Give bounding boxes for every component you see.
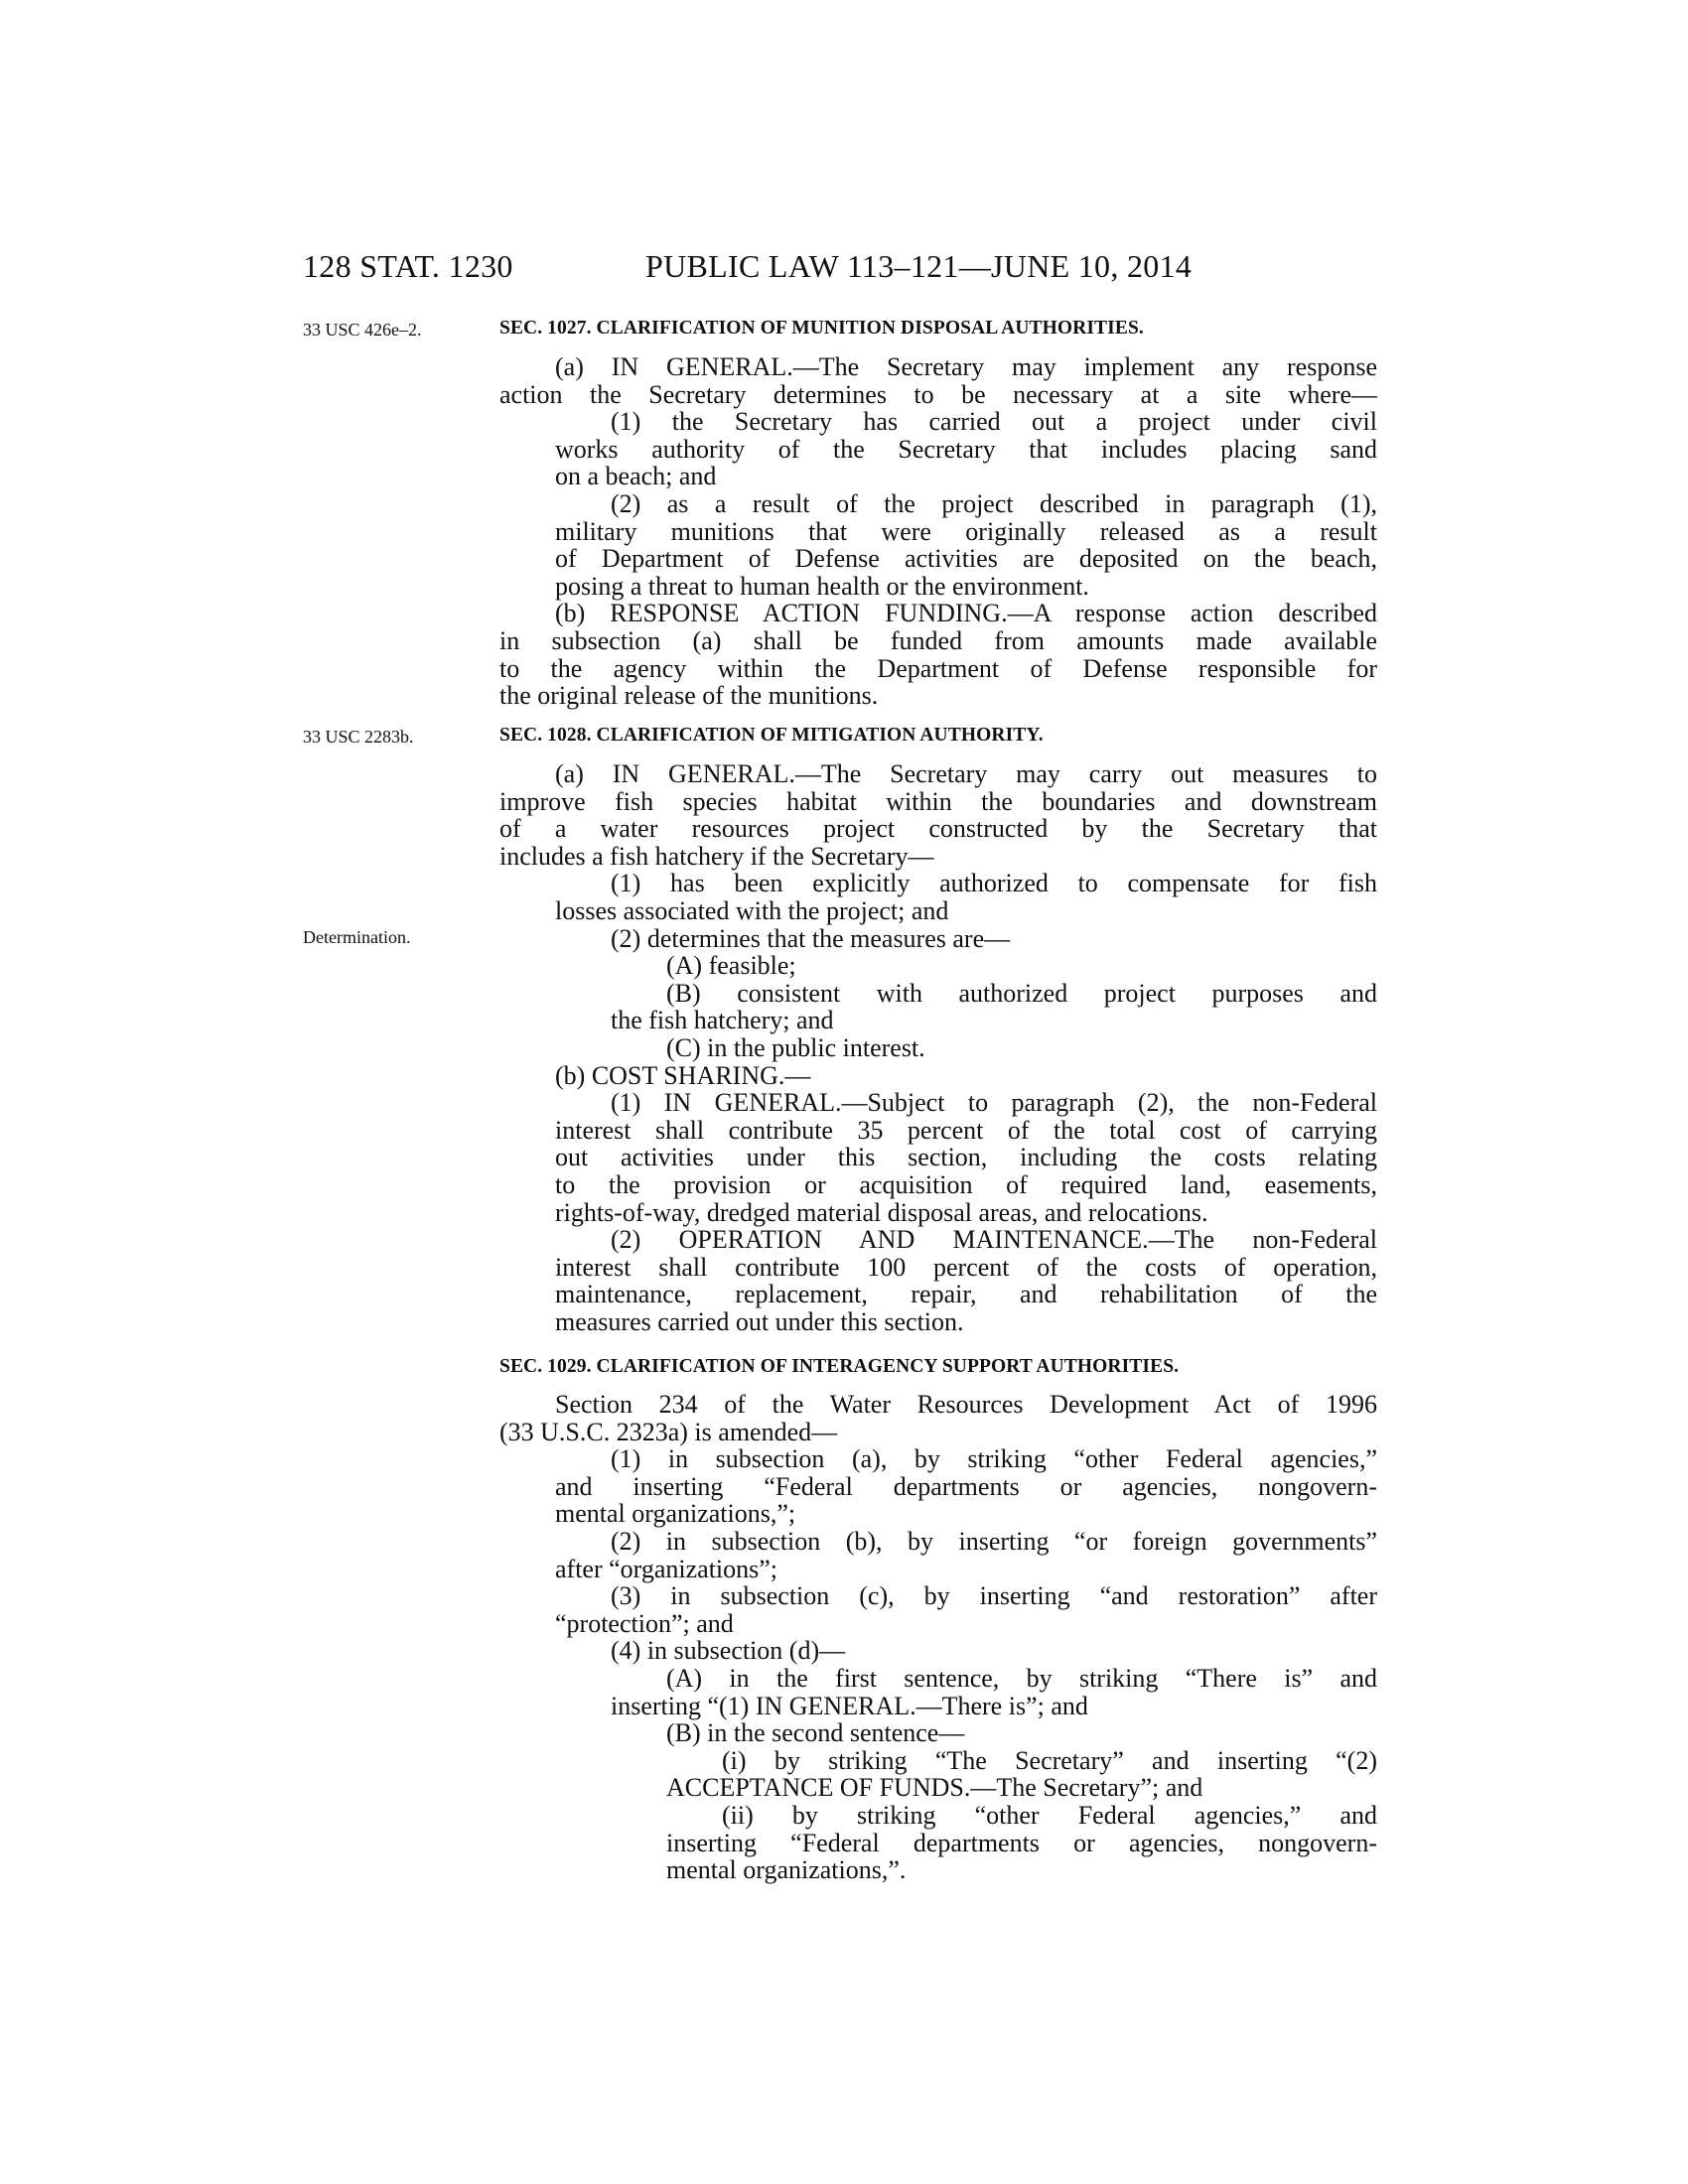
text-line: includes a fish hatchery if the Secretary— xyxy=(499,841,934,871)
text-line: “protection”; and xyxy=(555,1608,734,1638)
text-line: (b) RESPONSE ACTION FUNDING.—A response action described xyxy=(555,599,1377,628)
text-line: maintenance, replacement, repair, and rehabilitation of the xyxy=(555,1280,1377,1309)
text-line: in subsection (a) shall be funded from amounts made available xyxy=(499,625,1377,655)
text-line: Section 234 of the Water Resources Development Act of 1996 xyxy=(555,1390,1377,1419)
text-line: the fish hatchery; and xyxy=(611,1006,834,1035)
text-line: (a) IN GENERAL.—The Secretary may carry out measures to xyxy=(555,759,1377,788)
text-line: (2) determines that the measures are— xyxy=(611,923,1011,953)
text-line: improve fish species habitat within the boundaries and downstream xyxy=(499,786,1377,816)
section-body-1028 xyxy=(499,760,1377,1335)
section-heading-1027: SEC. 1027. CLARIFICATION OF MUNITION DISPOSAL AUTHORITIES. xyxy=(499,318,1144,339)
text-line: (b) COST SHARING.— xyxy=(555,1060,811,1090)
text-line: (C) in the public interest. xyxy=(666,1032,925,1062)
text-line: posing a threat to human health or the environment. xyxy=(555,571,1089,601)
text-line: measures carried out under this section. xyxy=(555,1306,964,1336)
text-line: (1) the Secretary has carried out a project under civil xyxy=(611,407,1377,437)
text-line: military munitions that were originally released as a result xyxy=(555,516,1377,546)
text-line: ACCEPTANCE OF FUNDS.—The Secretary”; and xyxy=(666,1773,1203,1803)
text-line: (2) in subsection (b), by inserting “or foreign governments” xyxy=(611,1526,1377,1556)
text-line: of a water resources project constructed by the Secretary that xyxy=(499,814,1377,844)
text-line: rights-of-way, dredged material disposal areas, and relocations. xyxy=(555,1197,1208,1227)
page-header-stat: 128 STAT. 1230 xyxy=(303,248,513,284)
text-line: (1) in subsection (a), by striking “other Federal agencies,” xyxy=(611,1444,1377,1474)
text-line: (B) consistent with authorized project purposes and xyxy=(666,978,1377,1008)
text-line: (A) in the first sentence, by striking “There is” and xyxy=(666,1663,1377,1693)
text-line: to the agency within the Department of Defense responsible for xyxy=(499,653,1377,683)
text-line: (3) in subsection (c), by inserting “and restoration” after xyxy=(611,1581,1377,1611)
text-line: (1) IN GENERAL.—Subject to paragraph (2), the non-Federal xyxy=(611,1088,1377,1118)
text-line: action the Secretary determines to be necessary at a site where— xyxy=(499,379,1377,409)
text-line: after “organizations”; xyxy=(555,1554,778,1583)
text-line: (A) feasible; xyxy=(666,951,796,981)
text-line: (a) IN GENERAL.—The Secretary may implement any response xyxy=(555,352,1377,381)
margin-note-sec1027: 33 USC 426e–2. xyxy=(303,320,422,340)
text-line: inserting “(1) IN GENERAL.—There is”; and xyxy=(611,1691,1088,1720)
section-heading-1028: SEC. 1028. CLARIFICATION OF MITIGATION AUTHORITY. xyxy=(499,725,1044,746)
text-line: (4) in subsection (d)— xyxy=(611,1636,846,1666)
text-line: on a beach; and xyxy=(555,462,717,491)
text-line: out activities under this section, including the costs relating xyxy=(555,1143,1377,1172)
margin-note-determination: Determination. xyxy=(303,927,411,947)
text-line: the original release of the munitions. xyxy=(499,681,879,711)
text-line: (B) in the second sentence— xyxy=(666,1718,965,1748)
page-header-title: PUBLIC LAW 113–121—JUNE 10, 2014 xyxy=(645,248,1193,284)
text-line: (i) by striking “The Secretary” and inserting “(2) xyxy=(722,1745,1377,1775)
text-line: mental organizations,”; xyxy=(555,1499,796,1529)
text-line: of Department of Defense activities are deposited on the beach, xyxy=(555,544,1377,574)
text-line: (ii) by striking “other Federal agencies,” and xyxy=(722,1800,1377,1830)
margin-note-sec1028: 33 USC 2283b. xyxy=(303,727,414,747)
text-line: to the provision or acquisition of required land, easements, xyxy=(555,1169,1377,1199)
text-line: (1) has been explicitly authorized to compensate for fish xyxy=(611,869,1377,898)
text-line: (2) OPERATION AND MAINTENANCE.—The non-Federal xyxy=(611,1225,1377,1255)
section-body-1027 xyxy=(499,353,1377,710)
text-line: interest shall contribute 35 percent of the total cost of carrying xyxy=(555,1115,1377,1145)
text-line: inserting “Federal departments or agencies, nongovern- xyxy=(666,1828,1377,1857)
text-line: (2) as a result of the project described in paragraph (1), xyxy=(611,488,1377,518)
text-line: losses associated with the project; and xyxy=(555,895,949,925)
section-body-1029 xyxy=(499,1391,1377,1884)
text-line: mental organizations,”. xyxy=(666,1855,907,1885)
text-line: (33 U.S.C. 2323a) is amended— xyxy=(499,1417,838,1446)
text-line: and inserting “Federal departments or agencies, nongovern- xyxy=(555,1471,1377,1501)
text-line: interest shall contribute 100 percent of the costs of operation, xyxy=(555,1252,1377,1282)
text-line: works authority of the Secretary that includes placing sand xyxy=(555,434,1377,464)
section-heading-1029: SEC. 1029. CLARIFICATION OF INTERAGENCY SUPPORT AUTHORITIES. xyxy=(499,1356,1180,1377)
